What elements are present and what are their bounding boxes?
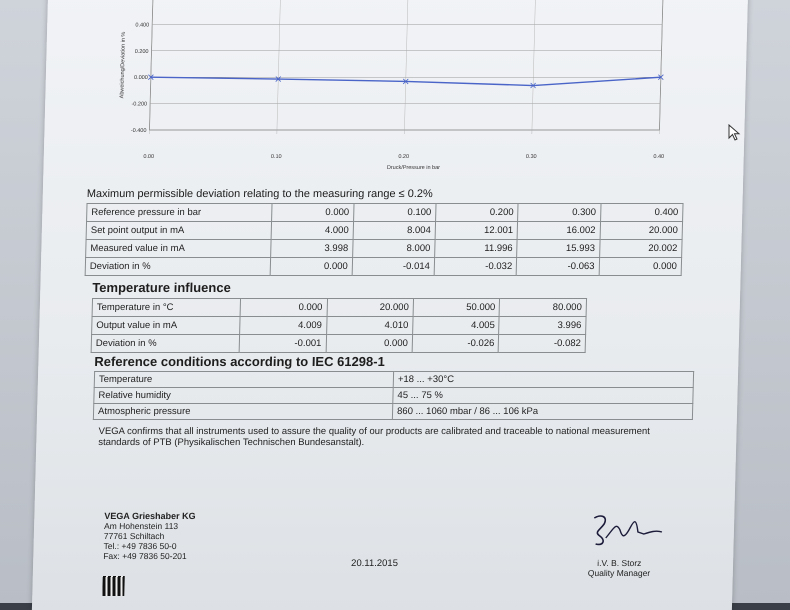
chart-y-axis-label: Abweichung/Deviation in % (119, 31, 128, 99)
signer-title: Quality Manager (587, 568, 651, 578)
table-row (85, 258, 681, 276)
y-tick-label: -0.200 (131, 101, 148, 108)
table-cell: 50.000 (413, 299, 500, 317)
table-cell: 3.998 (271, 240, 353, 258)
table-cell: 0.000 (326, 335, 413, 353)
table-cell: 4.005 (413, 317, 500, 335)
table-row (94, 388, 693, 404)
table-cell: 0.000 (240, 299, 327, 317)
table-cell: -0.032 (434, 258, 517, 276)
row-label: Reference pressure in bar (87, 204, 273, 222)
table-cell: 0.200 (436, 204, 519, 222)
table-cell: 3.996 (499, 317, 586, 335)
y-tick-label: 0.200 (134, 48, 149, 55)
table-cell: 8.004 (353, 222, 436, 240)
chart-x-axis-label: Druck/Pressure in bar (386, 165, 441, 171)
x-gridline (532, 0, 536, 134)
reference-heading: Reference conditions according to IEC 61298-1 (94, 354, 386, 369)
table-cell: 0.000 (272, 204, 354, 222)
signer-block (588, 558, 651, 578)
max-deviation-note: Maximum permissible deviation relating to the measuring range ≤ 0.2% (86, 188, 433, 200)
mouse-pointer-icon (728, 124, 742, 142)
x-gridline (149, 0, 153, 134)
x-tick-label: 0.30 (525, 154, 537, 160)
table-row (86, 240, 682, 258)
table-row (91, 335, 585, 353)
temperature-heading: Temperature influence (92, 280, 231, 295)
deviation-chart (73, 0, 698, 180)
x-tick-label: 0.10 (270, 154, 282, 160)
chart-x-ticks (143, 154, 664, 160)
table-cell: 4.000 (271, 222, 353, 240)
table-cell: 0.400 (600, 204, 683, 222)
table-cell: 16.002 (517, 222, 600, 240)
table-row (93, 404, 692, 420)
table-cell: 45 ... 75 % (393, 388, 693, 404)
table-cell: 0.300 (518, 204, 601, 222)
x-tick-label: 0.20 (398, 154, 410, 160)
y-tick-label (136, 0, 150, 2)
signer-name: i.V. B. Storz (597, 558, 642, 568)
company-fax: Fax: +49 7836 50-201 (103, 551, 187, 561)
table-cell: 8.000 (352, 240, 435, 258)
company-address (103, 511, 196, 561)
y-tick-label: 0.400 (135, 22, 150, 29)
table-cell: 4.010 (326, 317, 413, 335)
table-cell: 0.000 (599, 258, 682, 276)
table-cell: 80.000 (500, 299, 587, 317)
table-row (86, 222, 682, 240)
table-cell: 0.000 (270, 258, 352, 276)
reference-table (93, 371, 694, 420)
table-cell: 860 ... 1060 mbar / 86 ... 106 kPa (392, 404, 692, 420)
row-label: Relative humidity (94, 388, 393, 404)
table-cell: 0.100 (353, 204, 436, 222)
company-name: VEGA Grieshaber KG (104, 511, 196, 521)
table-cell: 20.002 (599, 240, 682, 258)
handwritten-signature (585, 510, 666, 550)
measurement-table (85, 203, 684, 276)
x-tick-label: 0.00 (143, 154, 155, 160)
x-gridline (277, 0, 281, 134)
table-cell: 20.000 (327, 299, 414, 317)
table-row (92, 317, 586, 335)
table-cell: 15.993 (517, 240, 600, 258)
table-cell: 11.996 (435, 240, 518, 258)
row-label: Temperature in °C (92, 299, 241, 317)
confirmation-text: VEGA confirms that all instruments used to assure the quality of our products are calibrated and traceable to national measurement standards of PTB (Physikalischen Technischen Bundesanstalt). (98, 426, 650, 448)
company-city: 77761 Schiltach (103, 531, 165, 541)
table-row (87, 204, 683, 222)
table-row (94, 372, 693, 388)
row-label: Measured value in mA (86, 240, 272, 258)
temperature-table (91, 298, 587, 353)
row-label: Temperature (94, 372, 393, 388)
y-tick-label: -0.400 (130, 128, 147, 134)
table-cell: +18 ... +30°C (393, 372, 693, 388)
table-cell: -0.014 (352, 258, 435, 276)
table-cell: 12.001 (435, 222, 518, 240)
row-label: Output value in mA (92, 317, 241, 335)
row-label: Deviation in % (91, 335, 240, 353)
company-street: Am Hohenstein 113 (103, 521, 179, 531)
certificate-date: 20.11.2015 (350, 558, 399, 569)
table-cell: -0.063 (516, 258, 599, 276)
row-label: Atmospheric pressure (93, 404, 392, 420)
table-cell: -0.082 (499, 335, 586, 353)
chart-y-ticks (131, 0, 150, 134)
y-tick-label: 0.000 (133, 75, 148, 82)
table-cell: -0.026 (412, 335, 499, 353)
calibration-certificate (32, 0, 748, 610)
x-gridline (659, 0, 663, 134)
barcode-fragment (102, 576, 125, 596)
table-cell: 20.000 (600, 222, 683, 240)
row-label: Deviation in % (85, 258, 271, 276)
chart-grid (149, 0, 663, 134)
table-row (92, 299, 586, 317)
row-label: Set point output in mA (86, 222, 272, 240)
company-tel: Tel.: +49 7836 50-0 (103, 541, 177, 551)
x-gridline (404, 0, 408, 134)
table-cell: 4.009 (240, 317, 327, 335)
x-tick-label: 0.40 (653, 154, 665, 160)
table-cell: -0.001 (239, 335, 326, 353)
